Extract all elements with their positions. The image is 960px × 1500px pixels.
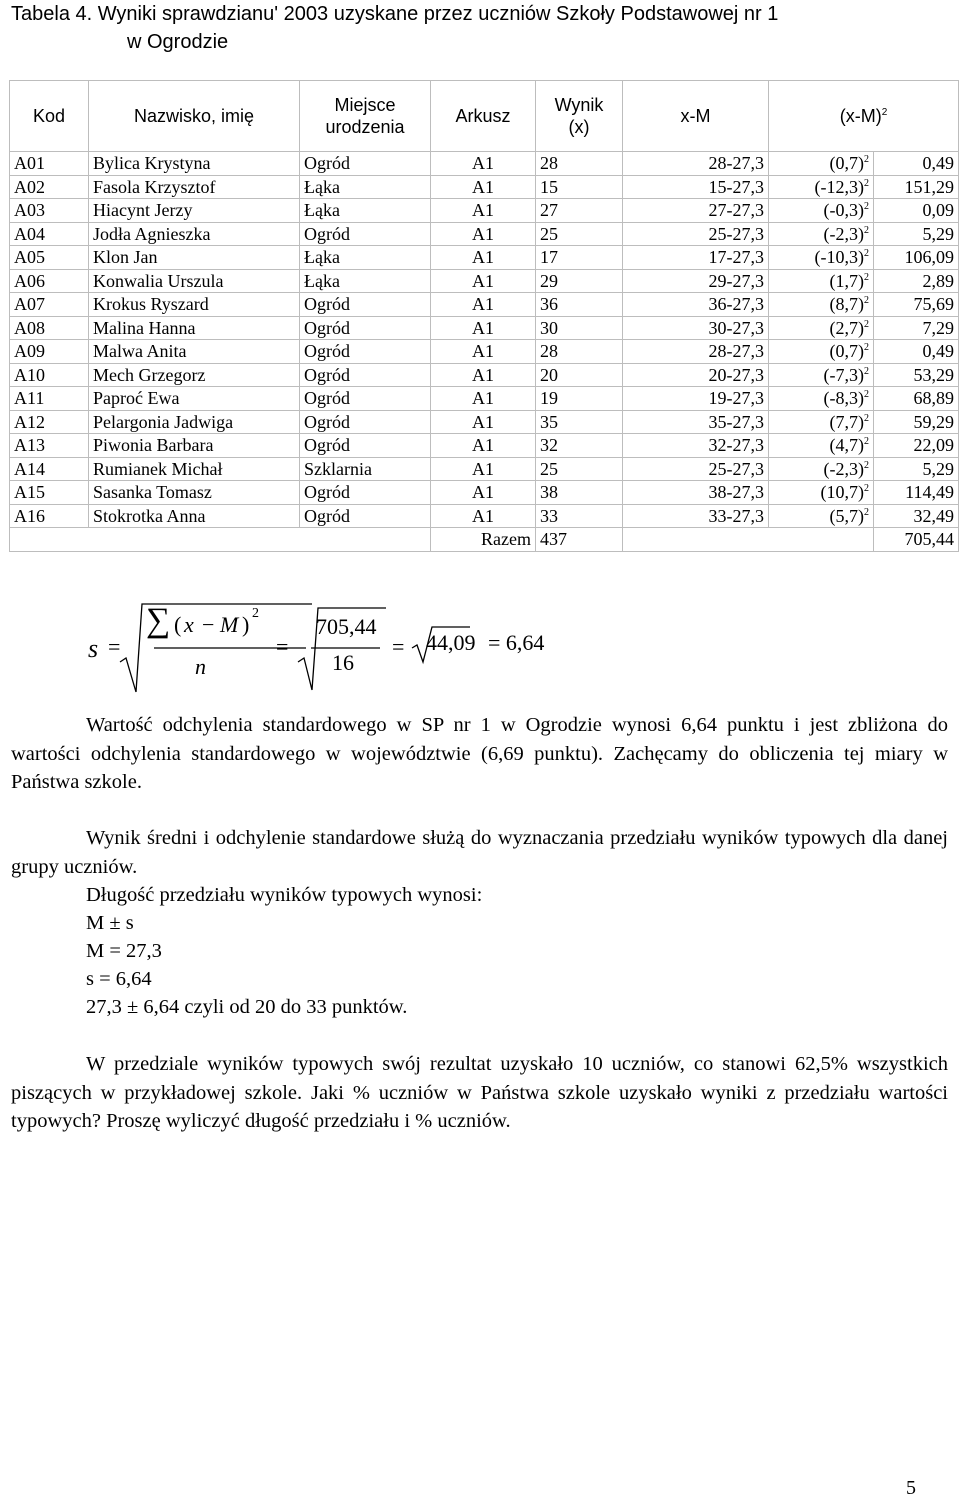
cell-diff: 15-27,3 — [623, 175, 769, 199]
table-row — [10, 222, 959, 246]
squared-base: (-10,3) — [814, 247, 864, 268]
table-row — [10, 434, 959, 458]
caption-line-2: w Ogrodzie — [127, 31, 229, 53]
cell-squared-expr — [769, 457, 874, 481]
cell-squared-expr — [769, 340, 874, 364]
cell-name: Mech Grzegorz — [89, 363, 300, 387]
squared-exponent: 2 — [864, 483, 869, 495]
cell-squared-value: 2,89 — [874, 269, 959, 293]
cell-sheet: A1 — [431, 269, 536, 293]
formula-eq-3: = — [392, 634, 405, 659]
squared-exponent: 2 — [864, 154, 869, 166]
cell-score: 25 — [536, 457, 623, 481]
cell-kod: A07 — [10, 293, 89, 317]
cell-name: Fasola Krzysztof — [89, 175, 300, 199]
cell-diff: 19-27,3 — [623, 387, 769, 411]
total-label: Razem — [431, 528, 536, 552]
cell-name: Krokus Ryszard — [89, 293, 300, 317]
squared-base: (-7,3) — [823, 364, 864, 385]
cell-squared-value: 5,29 — [874, 222, 959, 246]
cell-score: 36 — [536, 293, 623, 317]
cell-place: Łąka — [300, 269, 431, 293]
cell-sheet: A1 — [431, 504, 536, 528]
squared-base: (8,7) — [829, 294, 864, 315]
cell-squared-expr — [769, 293, 874, 317]
cell-score: 28 — [536, 340, 623, 364]
cell-sheet: A1 — [431, 175, 536, 199]
interval-line-4: s = 6,64 — [86, 968, 152, 990]
cell-place: Ogród — [300, 152, 431, 176]
cell-squared-expr — [769, 269, 874, 293]
table-row — [10, 410, 959, 434]
cell-kod: A10 — [10, 363, 89, 387]
cell-score: 17 — [536, 246, 623, 270]
sigma-symbol: ∑ — [146, 602, 171, 639]
interval-line-3: M = 27,3 — [86, 940, 162, 962]
cell-squared-value: 0,49 — [874, 152, 959, 176]
cell-sheet: A1 — [431, 246, 536, 270]
squared-base: (-2,3) — [823, 223, 864, 244]
cell-place: Ogród — [300, 504, 431, 528]
header-kod: Kod — [10, 81, 89, 152]
squared-base: (-2,3) — [823, 458, 864, 479]
cell-diff: 32-27,3 — [623, 434, 769, 458]
cell-squared-expr — [769, 152, 874, 176]
cell-place: Ogród — [300, 222, 431, 246]
formula-M: M — [220, 612, 239, 637]
paragraph-3-text: W przedziale wyników typowych swój rezultat uzyskało 10 uczniów, co stanowi 62,5% wszystkich piszących w przykładowej szkole. Jaki % uczniów w Państwa szkole uzyskało wyniki z przedziału wartości typowych? Proszę wyliczyć długość przedziału i % uczniów. — [11, 1053, 948, 1132]
header-nazwisko: Nazwisko, imię — [89, 81, 300, 152]
page-number: 5 — [906, 1477, 916, 1499]
formula-sqrt-value: 44,09 — [426, 630, 476, 655]
cell-sheet: A1 — [431, 152, 536, 176]
cell-sheet: A1 — [431, 316, 536, 340]
header-wynik: Wynik (x) — [536, 81, 623, 152]
cell-score: 29 — [536, 269, 623, 293]
cell-kod: A03 — [10, 199, 89, 223]
cell-place: Łąka — [300, 246, 431, 270]
squared-exponent: 2 — [864, 389, 869, 401]
table-row — [10, 269, 959, 293]
formula-x: x — [184, 612, 194, 637]
cell-diff: 27-27,3 — [623, 199, 769, 223]
cell-diff: 33-27,3 — [623, 504, 769, 528]
header-xm: x-M — [623, 81, 769, 152]
cell-squared-expr — [769, 481, 874, 505]
cell-name: Stokrotka Anna — [89, 504, 300, 528]
table-row — [10, 246, 959, 270]
cell-place: Ogród — [300, 316, 431, 340]
std-dev-formula — [80, 600, 680, 695]
cell-sheet: A1 — [431, 293, 536, 317]
cell-name: Konwalia Urszula — [89, 269, 300, 293]
table-row — [10, 363, 959, 387]
cell-score: 15 — [536, 175, 623, 199]
cell-score: 30 — [536, 316, 623, 340]
formula-fraction-den: 16 — [332, 650, 354, 675]
cell-score: 35 — [536, 410, 623, 434]
cell-diff: 17-27,3 — [623, 246, 769, 270]
paragraph-1 — [11, 711, 948, 797]
cell-squared-value: 0,09 — [874, 199, 959, 223]
squared-exponent: 2 — [864, 459, 869, 471]
squared-base: (2,7) — [829, 317, 864, 338]
paragraph-1-text: Wartość odchylenia standardowego w SP nr 1 w Ogrodzie wynosi 6,64 punktu i jest zbliżona do wartości odchylenia standardowego w województwie (6,69 punktu). Zachęcamy do obliczenia tej miary w Państwa szkole. — [11, 714, 948, 793]
formula-exponent: 2 — [252, 606, 259, 621]
cell-squared-value: 5,29 — [874, 457, 959, 481]
cell-sheet: A1 — [431, 340, 536, 364]
interval-line-1: Długość przedziału wyników typowych wynosi: — [86, 884, 483, 906]
paragraph-2-text: Wynik średni i odchylenie standardowe służą do wyznaczania przedziału wyników typowych dla danej grupy uczniów. — [11, 827, 948, 878]
table-header-row — [10, 81, 959, 152]
header-xm2-exp: 2 — [881, 107, 888, 118]
squared-base: (-12,3) — [814, 176, 864, 197]
table-row — [10, 199, 959, 223]
cell-squared-value: 75,69 — [874, 293, 959, 317]
cell-kod: A01 — [10, 152, 89, 176]
cell-kod: A13 — [10, 434, 89, 458]
squared-exponent: 2 — [864, 318, 869, 330]
interval-line-5: 27,3 ± 6,64 czyli od 20 do 33 punktów. — [86, 996, 408, 1018]
cell-squared-expr — [769, 434, 874, 458]
formula-fraction-num: 705,44 — [316, 614, 377, 639]
squared-exponent: 2 — [864, 295, 869, 307]
cell-score: 25 — [536, 222, 623, 246]
cell-kod: A06 — [10, 269, 89, 293]
cell-sheet: A1 — [431, 434, 536, 458]
cell-score: 27 — [536, 199, 623, 223]
cell-name: Malwa Anita — [89, 340, 300, 364]
table-row — [10, 387, 959, 411]
squared-base: (0,7) — [829, 341, 864, 362]
table-row — [10, 293, 959, 317]
table-row — [10, 504, 959, 528]
squared-exponent: 2 — [864, 365, 869, 377]
table-body — [10, 152, 959, 552]
cell-kod: A08 — [10, 316, 89, 340]
table-caption — [11, 0, 951, 56]
cell-kod: A04 — [10, 222, 89, 246]
caption-line-1: Tabela 4. Wyniki sprawdzianu' 2003 uzyskane przez uczniów Szkoły Podstawowej nr 1 — [11, 3, 779, 25]
cell-place: Ogród — [300, 410, 431, 434]
cell-kod: A12 — [10, 410, 89, 434]
formula-eq-2: = — [276, 634, 289, 659]
cell-squared-value: 22,09 — [874, 434, 959, 458]
total-score: 437 — [536, 528, 623, 552]
cell-place: Ogród — [300, 363, 431, 387]
squared-base: (5,7) — [829, 505, 864, 526]
cell-diff: 30-27,3 — [623, 316, 769, 340]
results-table — [9, 80, 959, 552]
cell-squared-expr — [769, 246, 874, 270]
table-row — [10, 316, 959, 340]
cell-score: 33 — [536, 504, 623, 528]
cell-place: Łąka — [300, 175, 431, 199]
header-miejsce: Miejsce urodzenia — [300, 81, 431, 152]
squared-base: (1,7) — [829, 270, 864, 291]
total-spacer-2 — [623, 528, 874, 552]
cell-squared-value: 7,29 — [874, 316, 959, 340]
table-row — [10, 175, 959, 199]
cell-diff: 28-27,3 — [623, 152, 769, 176]
squared-exponent: 2 — [864, 248, 869, 260]
cell-sheet: A1 — [431, 410, 536, 434]
cell-place: Szklarnia — [300, 457, 431, 481]
cell-name: Rumianek Michał — [89, 457, 300, 481]
cell-sheet: A1 — [431, 457, 536, 481]
cell-sheet: A1 — [431, 363, 536, 387]
cell-name: Malina Hanna — [89, 316, 300, 340]
cell-score: 19 — [536, 387, 623, 411]
cell-sheet: A1 — [431, 222, 536, 246]
formula-open-paren: ( — [174, 612, 182, 637]
cell-name: Pelargonia Jadwiga — [89, 410, 300, 434]
cell-diff: 20-27,3 — [623, 363, 769, 387]
cell-sheet: A1 — [431, 387, 536, 411]
cell-squared-value: 68,89 — [874, 387, 959, 411]
cell-score: 38 — [536, 481, 623, 505]
table-row — [10, 457, 959, 481]
paragraph-3 — [11, 1050, 948, 1136]
cell-squared-value: 59,29 — [874, 410, 959, 434]
cell-squared-expr — [769, 222, 874, 246]
cell-place: Ogród — [300, 481, 431, 505]
header-arkusz: Arkusz — [431, 81, 536, 152]
squared-exponent: 2 — [864, 177, 869, 189]
formula-result: = 6,64 — [488, 630, 545, 655]
cell-name: Paproć Ewa — [89, 387, 300, 411]
formula-eq-1: = — [108, 634, 121, 659]
cell-name: Hiacynt Jerzy — [89, 199, 300, 223]
cell-kod: A15 — [10, 481, 89, 505]
cell-name: Bylica Krystyna — [89, 152, 300, 176]
cell-name: Jodła Agnieszka — [89, 222, 300, 246]
cell-squared-expr — [769, 363, 874, 387]
cell-squared-expr — [769, 199, 874, 223]
cell-place: Ogród — [300, 387, 431, 411]
cell-place: Ogród — [300, 293, 431, 317]
cell-kod: A02 — [10, 175, 89, 199]
formula-close-paren: ) — [242, 612, 250, 637]
total-squared-sum: 705,44 — [874, 528, 959, 552]
squared-base: (10,7) — [820, 482, 864, 503]
total-spacer — [10, 528, 431, 552]
table-row — [10, 340, 959, 364]
cell-squared-value: 106,09 — [874, 246, 959, 270]
squared-exponent: 2 — [864, 506, 869, 518]
squared-exponent: 2 — [864, 224, 869, 236]
cell-diff: 25-27,3 — [623, 222, 769, 246]
cell-sheet: A1 — [431, 481, 536, 505]
cell-score: 32 — [536, 434, 623, 458]
cell-squared-expr — [769, 316, 874, 340]
cell-place: Łąka — [300, 199, 431, 223]
cell-squared-value: 32,49 — [874, 504, 959, 528]
cell-kod: A05 — [10, 246, 89, 270]
total-row — [10, 528, 959, 552]
squared-base: (7,7) — [829, 411, 864, 432]
squared-base: (-8,3) — [823, 388, 864, 409]
squared-exponent: 2 — [864, 412, 869, 424]
cell-squared-expr — [769, 504, 874, 528]
cell-place: Ogród — [300, 340, 431, 364]
formula-s: s — [88, 634, 99, 663]
cell-diff: 25-27,3 — [623, 457, 769, 481]
cell-diff: 35-27,3 — [623, 410, 769, 434]
cell-squared-value: 151,29 — [874, 175, 959, 199]
cell-squared-expr — [769, 387, 874, 411]
cell-squared-value: 114,49 — [874, 481, 959, 505]
squared-exponent: 2 — [864, 201, 869, 213]
cell-diff: 28-27,3 — [623, 340, 769, 364]
squared-exponent: 2 — [864, 342, 869, 354]
cell-sheet: A1 — [431, 199, 536, 223]
cell-squared-expr — [769, 175, 874, 199]
squared-base: (-0,3) — [823, 200, 864, 221]
cell-name: Klon Jan — [89, 246, 300, 270]
squared-base: (4,7) — [829, 435, 864, 456]
cell-kod: A14 — [10, 457, 89, 481]
interval-line-2: M ± s — [86, 912, 134, 934]
cell-score: 20 — [536, 363, 623, 387]
formula-n: n — [195, 654, 206, 679]
cell-kod: A11 — [10, 387, 89, 411]
cell-kod: A09 — [10, 340, 89, 364]
formula-minus: − — [202, 612, 215, 637]
squared-exponent: 2 — [864, 271, 869, 283]
cell-name: Piwonia Barbara — [89, 434, 300, 458]
paragraph-2 — [11, 824, 948, 881]
cell-kod: A16 — [10, 504, 89, 528]
cell-diff: 29-27,3 — [623, 269, 769, 293]
cell-squared-expr — [769, 410, 874, 434]
cell-diff: 36-27,3 — [623, 293, 769, 317]
cell-squared-value: 0,49 — [874, 340, 959, 364]
cell-diff: 38-27,3 — [623, 481, 769, 505]
cell-squared-value: 53,29 — [874, 363, 959, 387]
cell-place: Ogród — [300, 434, 431, 458]
header-xm2-base: (x-M) — [839, 106, 882, 126]
table-row — [10, 152, 959, 176]
header-xm2 — [769, 81, 959, 152]
squared-exponent: 2 — [864, 436, 869, 448]
cell-score: 28 — [536, 152, 623, 176]
cell-name: Sasanka Tomasz — [89, 481, 300, 505]
squared-base: (0,7) — [829, 153, 864, 174]
table-row — [10, 481, 959, 505]
